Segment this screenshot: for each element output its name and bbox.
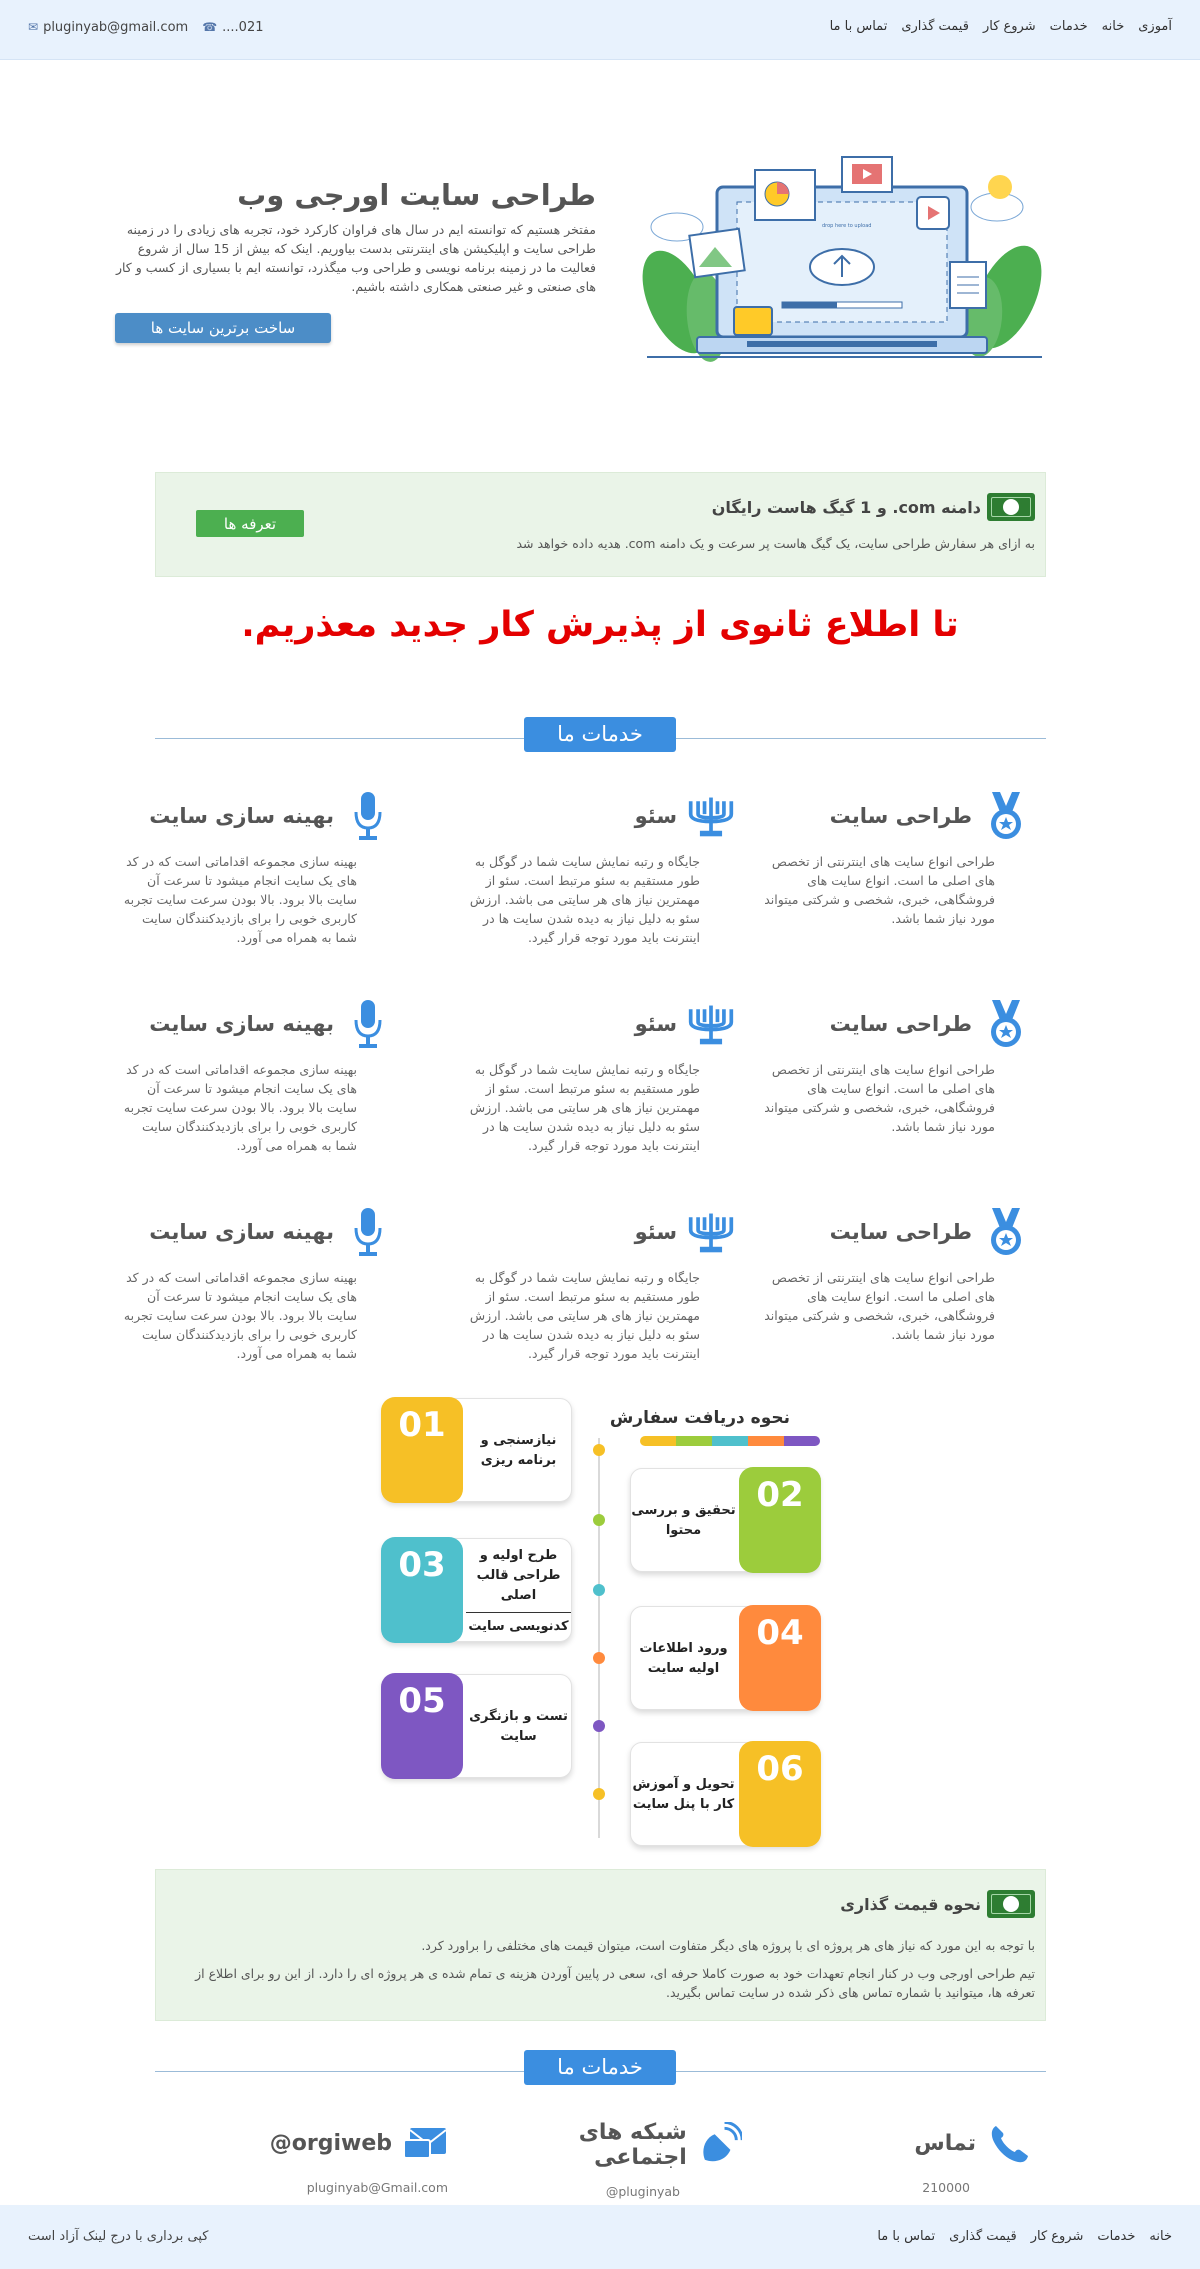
money-icon bbox=[987, 1890, 1035, 1918]
footer-nav bbox=[877, 2229, 1172, 2244]
pricing-title-text: نحوه قیمت گذاری bbox=[840, 1894, 981, 1914]
contact-email-title: orgiweb@ bbox=[269, 2130, 392, 2156]
offer-title-text: دامنه com. و 1 گیگ هاست رایگان bbox=[711, 497, 981, 517]
process-step-label: تحقیق و بررسی محتوا bbox=[631, 1503, 736, 1538]
money-icon bbox=[987, 493, 1035, 521]
order-process-infographic bbox=[380, 1398, 820, 1850]
nav-item-partial[interactable]: آموزی bbox=[1138, 19, 1172, 34]
process-bar-segment bbox=[676, 1436, 712, 1446]
service-card bbox=[455, 1208, 735, 1363]
top-bar bbox=[0, 0, 1200, 60]
service-card bbox=[112, 1000, 392, 1155]
nav-item-start[interactable]: شروع کار bbox=[982, 19, 1036, 34]
medal-icon bbox=[982, 1000, 1030, 1048]
email-icon: ✉ bbox=[28, 20, 39, 34]
pricing-paragraph-1: با توجه به این مورد که نیاز های هر پروژه ای با پروژه های دیگر متفاوت است، میتوان قیمت های مختلفی را براورد کرد. bbox=[421, 1938, 1035, 1953]
process-step bbox=[630, 1742, 820, 1846]
contact-heading: خدمات ما bbox=[524, 2050, 676, 2085]
footer-copyright: کپی برداری با درج لینک آزاد است bbox=[28, 2229, 209, 2244]
phone-icon: ☎ bbox=[202, 20, 218, 34]
service-card bbox=[750, 1208, 1030, 1344]
service-description: جایگاه و رتبه نمایش سایت شما در گوگل به طور مستقیم به سئو مرتبط است. سئو از مهمترین نیاز های هر سایتی می باشد. ارزش سئو به دلیل نیاز به دیده شدن سایت ها در اینترنت باید مورد توجه قرار گیرد. bbox=[469, 1270, 700, 1361]
medal-icon bbox=[982, 1208, 1030, 1256]
contact-social-value: pluginyab@ bbox=[605, 2184, 680, 2199]
service-description: جایگاه و رتبه نمایش سایت شما در گوگل به طور مستقیم به سئو مرتبط است. سئو از مهمترین نیاز های هر سایتی می باشد. ارزش سئو به دلیل نیاز به دیده شدن سایت ها در اینترنت باید مورد توجه قرار گیرد. bbox=[469, 854, 700, 945]
process-step bbox=[630, 1468, 820, 1572]
medal-icon bbox=[982, 792, 1030, 840]
process-step-number: 03 bbox=[381, 1537, 463, 1643]
footer-nav-home[interactable]: خانه bbox=[1149, 2229, 1172, 2244]
service-card bbox=[455, 792, 735, 947]
process-timeline-dot bbox=[593, 1720, 605, 1732]
service-title: سئو bbox=[634, 1220, 677, 1244]
process-bar-segment bbox=[640, 1436, 676, 1446]
service-description: بهینه سازی مجموعه اقداماتی است که در کد های یک سایت انجام میشود تا سرعت آن سایت بالا برود. بالا بودن سرعت سایت تجربه کاربری خوبی را برای بازدیدکنندگان سایت شما به همراه می آورد. bbox=[123, 1270, 357, 1361]
contact-phone-value: 210000 bbox=[922, 2180, 970, 2195]
email-icon bbox=[402, 2120, 448, 2166]
process-step-label: تست و بازنگری سایت bbox=[469, 1709, 568, 1744]
service-description: بهینه سازی مجموعه اقداماتی است که در کد های یک سایت انجام میشود تا سرعت آن سایت بالا برود. بالا بودن سرعت سایت تجربه کاربری خوبی را برای بازدیدکنندگان سایت شما به همراه می آورد. bbox=[123, 854, 357, 945]
service-title: سئو bbox=[634, 1012, 677, 1036]
hero-illustration bbox=[637, 132, 1052, 382]
service-card bbox=[112, 1208, 392, 1363]
closed-notice: تا اطلاع ثانوی از پذیرش کار جدید معذریم. bbox=[241, 605, 959, 645]
email-text: pluginyab@gmail.com bbox=[43, 20, 189, 35]
footer-nav-pricing[interactable]: قیمت گذاری bbox=[949, 2229, 1017, 2244]
menorah-icon bbox=[687, 1208, 735, 1256]
microphone-icon bbox=[344, 1208, 392, 1256]
tariffs-button[interactable]: تعرفه ها bbox=[196, 510, 304, 537]
process-step-label: نیازسنجی و برنامه ریزی bbox=[480, 1433, 557, 1468]
process-timeline-dot bbox=[593, 1444, 605, 1456]
process-step bbox=[382, 1674, 572, 1778]
hero-title: طراحی سایت اورجی وب bbox=[237, 178, 596, 212]
contact-social-title: شبکه های اجتماعی bbox=[578, 2120, 687, 2170]
microphone-icon bbox=[344, 792, 392, 840]
process-step bbox=[630, 1606, 820, 1710]
footer-nav-contact[interactable]: تماس با ما bbox=[877, 2229, 936, 2244]
offer-description: به ازای هر سفارش طراحی سایت، یک گیگ هاست پر سرعت و یک دامنه com. هدیه داده خواهد شد bbox=[516, 536, 1035, 551]
hero-text: مفتخر هستیم که توانسته ایم در سال های فراوان کارکرد خود، تجربه های زیادی را در زمینه طراحی سایت و اپلیکیشن های اینترنتی بدست بیاوریم. اینک که بیش از 15 سال از شروع فعالیت ما در زمینه برنامه نویسی و طراحی وب میگذرد، توانسته ایم با بسیاری از کسب و کار های صنعتی و غیر صنعتی همکاری داشته باشیم. bbox=[115, 222, 596, 294]
process-step-number: 01 bbox=[381, 1397, 463, 1503]
email-contact[interactable] bbox=[28, 20, 188, 35]
process-step-number: 05 bbox=[381, 1673, 463, 1779]
service-title: بهینه سازی سایت bbox=[149, 804, 334, 828]
pricing-info bbox=[155, 1869, 1046, 2021]
nav-item-services[interactable]: خدمات bbox=[1049, 19, 1088, 34]
service-title: طراحی سایت bbox=[829, 804, 972, 828]
pricing-paragraph-2: تیم طراحی اورجی وب در کنار انجام تعهدات خود به صورت کاملا حرفه ای، سعی در پایین آوردن هزینه ی تمام شده ی هر پروژه ای را دارد. از این رو برای اطلاع از تعرفه ها، میتوانید با شماره تماس های ذکر شده در سایت تماس بگیرید. bbox=[195, 1966, 1035, 2000]
service-title: طراحی سایت bbox=[829, 1012, 972, 1036]
process-bar-segment bbox=[748, 1436, 784, 1446]
microphone-icon bbox=[344, 1000, 392, 1048]
service-title: بهینه سازی سایت bbox=[149, 1012, 334, 1036]
nav-item-home[interactable]: خانه bbox=[1101, 19, 1125, 34]
service-description: طراحی انواع سایت های اینترنتی از تخصص های اصلی ما است. انواع سایت های فروشگاهی، خبری، شخصی و شرکتی میتواند مورد نیاز شما باشد. bbox=[764, 854, 995, 926]
nav-item-contact[interactable]: تماس با ما bbox=[829, 19, 888, 34]
process-step bbox=[382, 1538, 572, 1642]
process-timeline-dot bbox=[593, 1584, 605, 1596]
process-timeline-dot bbox=[593, 1788, 605, 1800]
service-description: طراحی انواع سایت های اینترنتی از تخصص های اصلی ما است. انواع سایت های فروشگاهی، خبری، شخصی و شرکتی میتواند مورد نیاز شما باشد. bbox=[764, 1270, 995, 1342]
contact-phone-title: تماس bbox=[914, 2130, 976, 2156]
process-step-number: 04 bbox=[739, 1605, 821, 1711]
contact-email-value: pluginyab@Gmail.com bbox=[306, 2180, 448, 2195]
phone-text: ....021 bbox=[222, 20, 264, 35]
contact-info bbox=[28, 20, 263, 35]
contact-email[interactable] bbox=[248, 2120, 448, 2195]
menorah-icon bbox=[687, 1000, 735, 1048]
process-step-number: 02 bbox=[739, 1467, 821, 1573]
service-card bbox=[112, 792, 392, 947]
service-card bbox=[750, 1000, 1030, 1136]
menorah-icon bbox=[687, 792, 735, 840]
pricing-title bbox=[840, 1890, 1035, 1918]
process-timeline bbox=[598, 1438, 600, 1838]
footer bbox=[0, 2205, 1200, 2269]
process-step-number: 06 bbox=[739, 1741, 821, 1847]
service-description: بهینه سازی مجموعه اقداماتی است که در کد های یک سایت انجام میشود تا سرعت آن سایت بالا برود. بالا بودن سرعت سایت تجربه کاربری خوبی را برای بازدیدکنندگان سایت شما به همراه می آورد. bbox=[123, 1062, 357, 1153]
process-step-label: تحویل و آموزش کار با پنل سایت bbox=[632, 1777, 735, 1812]
service-title: بهینه سازی سایت bbox=[149, 1220, 334, 1244]
satellite-icon bbox=[697, 2122, 742, 2168]
process-timeline-dot bbox=[593, 1652, 605, 1664]
process-timeline-dot bbox=[593, 1514, 605, 1526]
hero-cta-button[interactable]: ساخت برترین سایت ها bbox=[115, 313, 331, 343]
process-bar-segment bbox=[784, 1436, 820, 1446]
top-nav bbox=[830, 19, 1172, 34]
contact-phone[interactable] bbox=[772, 2120, 1032, 2195]
process-step-label: ورود اطلاعات اولیه سایت bbox=[639, 1641, 728, 1676]
service-title: طراحی سایت bbox=[829, 1220, 972, 1244]
service-card bbox=[455, 1000, 735, 1155]
footer-nav-start[interactable]: شروع کار bbox=[1030, 2229, 1084, 2244]
nav-item-pricing[interactable]: قیمت گذاری bbox=[901, 19, 969, 34]
contact-social[interactable] bbox=[482, 2120, 742, 2199]
phone-icon bbox=[986, 2120, 1032, 2166]
services-heading: خدمات ما bbox=[524, 717, 676, 752]
process-bar-segment bbox=[712, 1436, 748, 1446]
footer-nav-services[interactable]: خدمات bbox=[1097, 2229, 1136, 2244]
service-card bbox=[750, 792, 1030, 928]
process-step-label-2: کدنویسی سایت bbox=[466, 1612, 571, 1637]
process-color-bar bbox=[640, 1436, 820, 1446]
free-domain-offer bbox=[155, 472, 1046, 577]
service-description: جایگاه و رتبه نمایش سایت شما در گوگل به طور مستقیم به سئو مرتبط است. سئو از مهمترین نیاز های هر سایتی می باشد. ارزش سئو به دلیل نیاز به دیده شدن سایت ها در اینترنت باید مورد توجه قرار گیرد. bbox=[469, 1062, 700, 1153]
service-description: طراحی انواع سایت های اینترنتی از تخصص های اصلی ما است. انواع سایت های فروشگاهی، خبری، شخصی و شرکتی میتواند مورد نیاز شما باشد. bbox=[764, 1062, 995, 1134]
offer-title bbox=[712, 493, 1035, 521]
service-title: سئو bbox=[634, 804, 677, 828]
process-step bbox=[382, 1398, 572, 1502]
process-title: نحوه دریافت سفارش bbox=[609, 1408, 790, 1428]
phone-contact[interactable] bbox=[202, 20, 263, 35]
upload-hint: drop here to upload bbox=[822, 223, 872, 229]
process-step-label: طرح اولیه و طراحی قالب اصلی bbox=[476, 1547, 561, 1603]
